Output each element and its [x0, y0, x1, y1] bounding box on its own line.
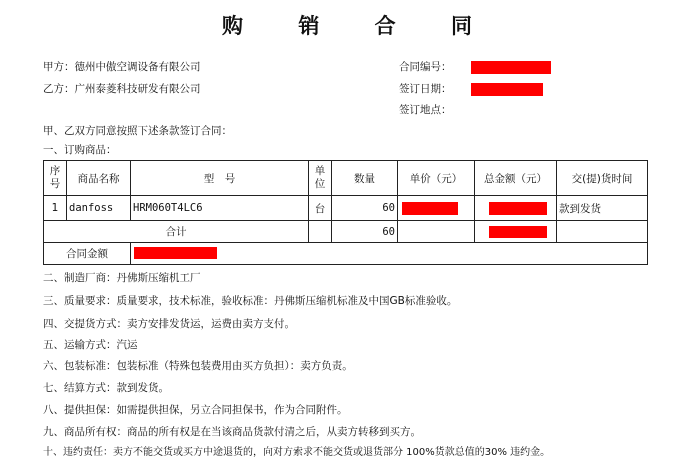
subtotal-label: 合计: [44, 221, 309, 243]
subtotal-total-redaction: [489, 226, 547, 238]
clause-3: 三、质量要求：质量要求，技术标准，验收标准：丹佛斯压缩机标准及中国GB标准验收。: [43, 295, 458, 307]
table-amount-row: [44, 243, 648, 265]
row-price-redaction: [402, 202, 458, 215]
party-b: 乙方：广州泰菱科技研发有限公司: [43, 83, 201, 95]
header-model: 型 号: [131, 161, 309, 196]
contract-no-label: 合同编号：: [399, 61, 452, 73]
header-delivery: 交(提)货时间: [557, 161, 648, 196]
amount-value: [131, 243, 648, 265]
header-name: 商品名称: [67, 161, 131, 196]
clause-10: 十、违约责任：卖方不能交货或买方中途退货的，向对方索求不能交货或退货部分 100%货款总值的30% 违约金。: [43, 447, 551, 458]
table-subtotal-row: [44, 221, 648, 243]
row-unit: 台: [309, 196, 332, 221]
row-total: [475, 196, 557, 221]
sign-place-label: 签订地点：: [399, 104, 452, 116]
clause-2: 二、制造厂商：丹佛斯压缩机工厂: [43, 272, 201, 284]
header-unit-bottom: 位: [314, 178, 326, 190]
subtotal-total: [475, 221, 557, 243]
subtotal-delivery: [557, 221, 648, 243]
row-total-redaction: [489, 202, 547, 215]
goods-table: [43, 160, 648, 265]
header-seq: [44, 161, 67, 196]
clause-9: 九、商品所有权：商品的所有权是在当该商品货款付清之后，从卖方转移到买方。: [43, 426, 421, 438]
amount-label: 合同金额: [44, 243, 131, 265]
header-unit: [309, 161, 332, 196]
header-total: 总金额（元）: [475, 161, 557, 196]
row-model: HRM060T4LC6: [131, 196, 309, 221]
subtotal-price: [398, 221, 475, 243]
row-qty: 60: [332, 196, 398, 221]
subtotal-qty: 60: [332, 221, 398, 243]
row-price: [398, 196, 475, 221]
sign-date-label: 签订日期：: [399, 83, 452, 95]
clause-7: 七、结算方式：款到发货。: [43, 382, 169, 394]
header-unit-top: 单: [314, 165, 326, 177]
document-title: 购 销 合 同: [222, 14, 496, 38]
intro-text: 甲、乙双方同意按照下述条款签订合同：: [43, 125, 232, 137]
table-row: [44, 196, 648, 221]
clause-6: 六、包装标准：包装标准（特殊包装费用由买方负担）：卖方负责。: [43, 360, 353, 372]
header-seq-text: 序号: [49, 165, 61, 190]
amount-redaction: [134, 247, 217, 259]
clause-4: 四、交提货方式：卖方安排发货运，运费由卖方支付。: [43, 318, 295, 330]
header-qty: 数量: [332, 161, 398, 196]
section1-heading: 一、订购商品：: [43, 144, 117, 156]
header-price: 单价（元）: [398, 161, 475, 196]
contract-no-redaction: [471, 61, 551, 74]
subtotal-unit: [309, 221, 332, 243]
clause-8: 八、提供担保：如需提供担保，另立合同担保书，作为合同附件。: [43, 404, 348, 416]
party-a: 甲方：德州中傲空调设备有限公司: [43, 61, 201, 73]
clause-5: 五、运输方式：汽运: [43, 339, 138, 351]
row-name: danfoss: [67, 196, 131, 221]
sign-date-redaction: [471, 83, 543, 96]
row-delivery: 款到发货: [557, 196, 648, 221]
table-header-row: [44, 161, 648, 196]
row-seq: 1: [44, 196, 67, 221]
